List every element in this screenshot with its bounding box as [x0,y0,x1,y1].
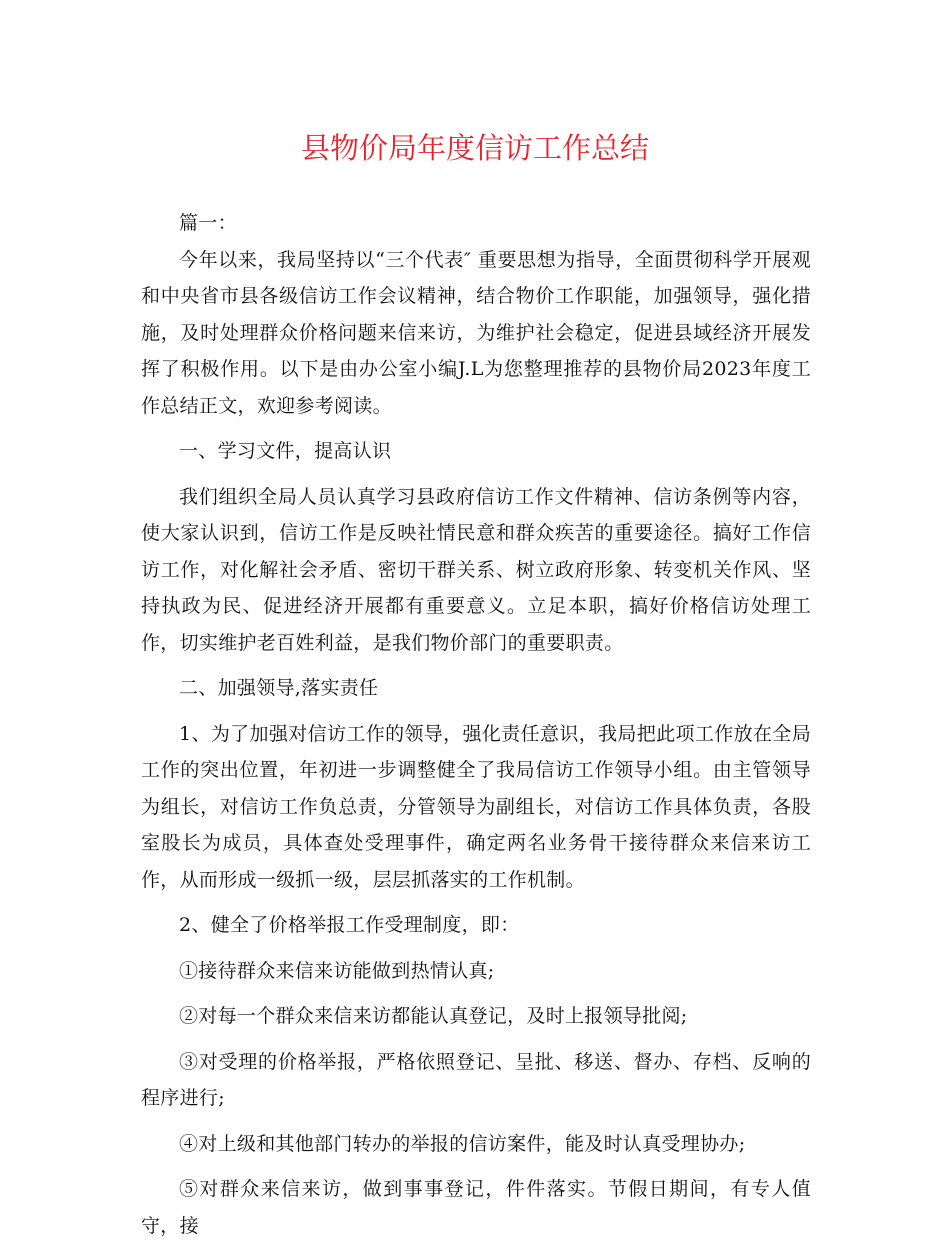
list-item-2: ②对每一个群众来信来访都能认真登记，及时上报领导批阅; [179,1005,688,1027]
list-item-5: ⑤对群众来信来访，做到事事登记，件件落实。节假日期间，有专人值守，接 [141,1178,811,1237]
paragraph-leadership-item-2: 2、健全了价格举报工作受理制度，即： [179,914,520,936]
paragraph-section-label: 篇一： [179,212,237,234]
paragraph-leadership-item-1: 1、为了加强对信访工作的领导，强化责任意识，我局把此项工作放在全局工作的突出位置，年初进一步调整健全了我局信访工作领导小组。由主管领导为组长，对信访工作负总责，分管领导为副组长，对信访工作具体负责，各股室股长为成员，具体查处受理事件，确定两名业务骨干接待群众来信来访工作，从而形成一级抓一级，层层抓落实的工作机制。 [141,722,811,891]
document-body [141,205,811,1244]
list-item-4: ④对上级和其他部门转办的举报的信访案件，能及时认真受理协办; [179,1132,746,1155]
document-title: 县物价局年度信访工作总结 [300,131,649,165]
paragraph-study-documents: 我们组织全局人员认真学习县政府信访工作文件精神、信访条例等内容，使大家认识到，信访工作是反映社情民意和群众疾苦的重要途径。搞好工作信访工作，对化解社会矛盾、密切干群关系、树立政府形象、转变机关作风、坚持执政为民、促进经济开展都有重要意义。立足本职，搞好价格信访处理工作，切实维护老百姓利益，是我们物价部门的重要职责。 [141,485,811,654]
paragraph-intro: 今年以来，我局坚持以“三个代表″ 重要思想为指导，全面贯彻科学开展观和中央省市县各级信访工作会议精神，结合物价工作职能，加强领导，强化措施，及时处理群众价格问题来信来访，为维护社会稳定，促进县域经济开展发挥了积极作用。以下是由办公室小编J.L为您整理推荐的县物价局2023年度工作总结正文，欢迎参考阅读。 [141,248,811,417]
list-item-1: ①接待群众来信来访能做到热情认真; [179,959,495,982]
heading-strengthen-leadership: 二、加强领导,落实责任 [179,677,379,699]
list-item-3: ③对受理的价格举报，严格依照登记、呈批、移送、督办、存档、反响的程序进行; [141,1050,811,1109]
heading-study-documents: 一、学习文件，提高认识 [179,440,392,462]
